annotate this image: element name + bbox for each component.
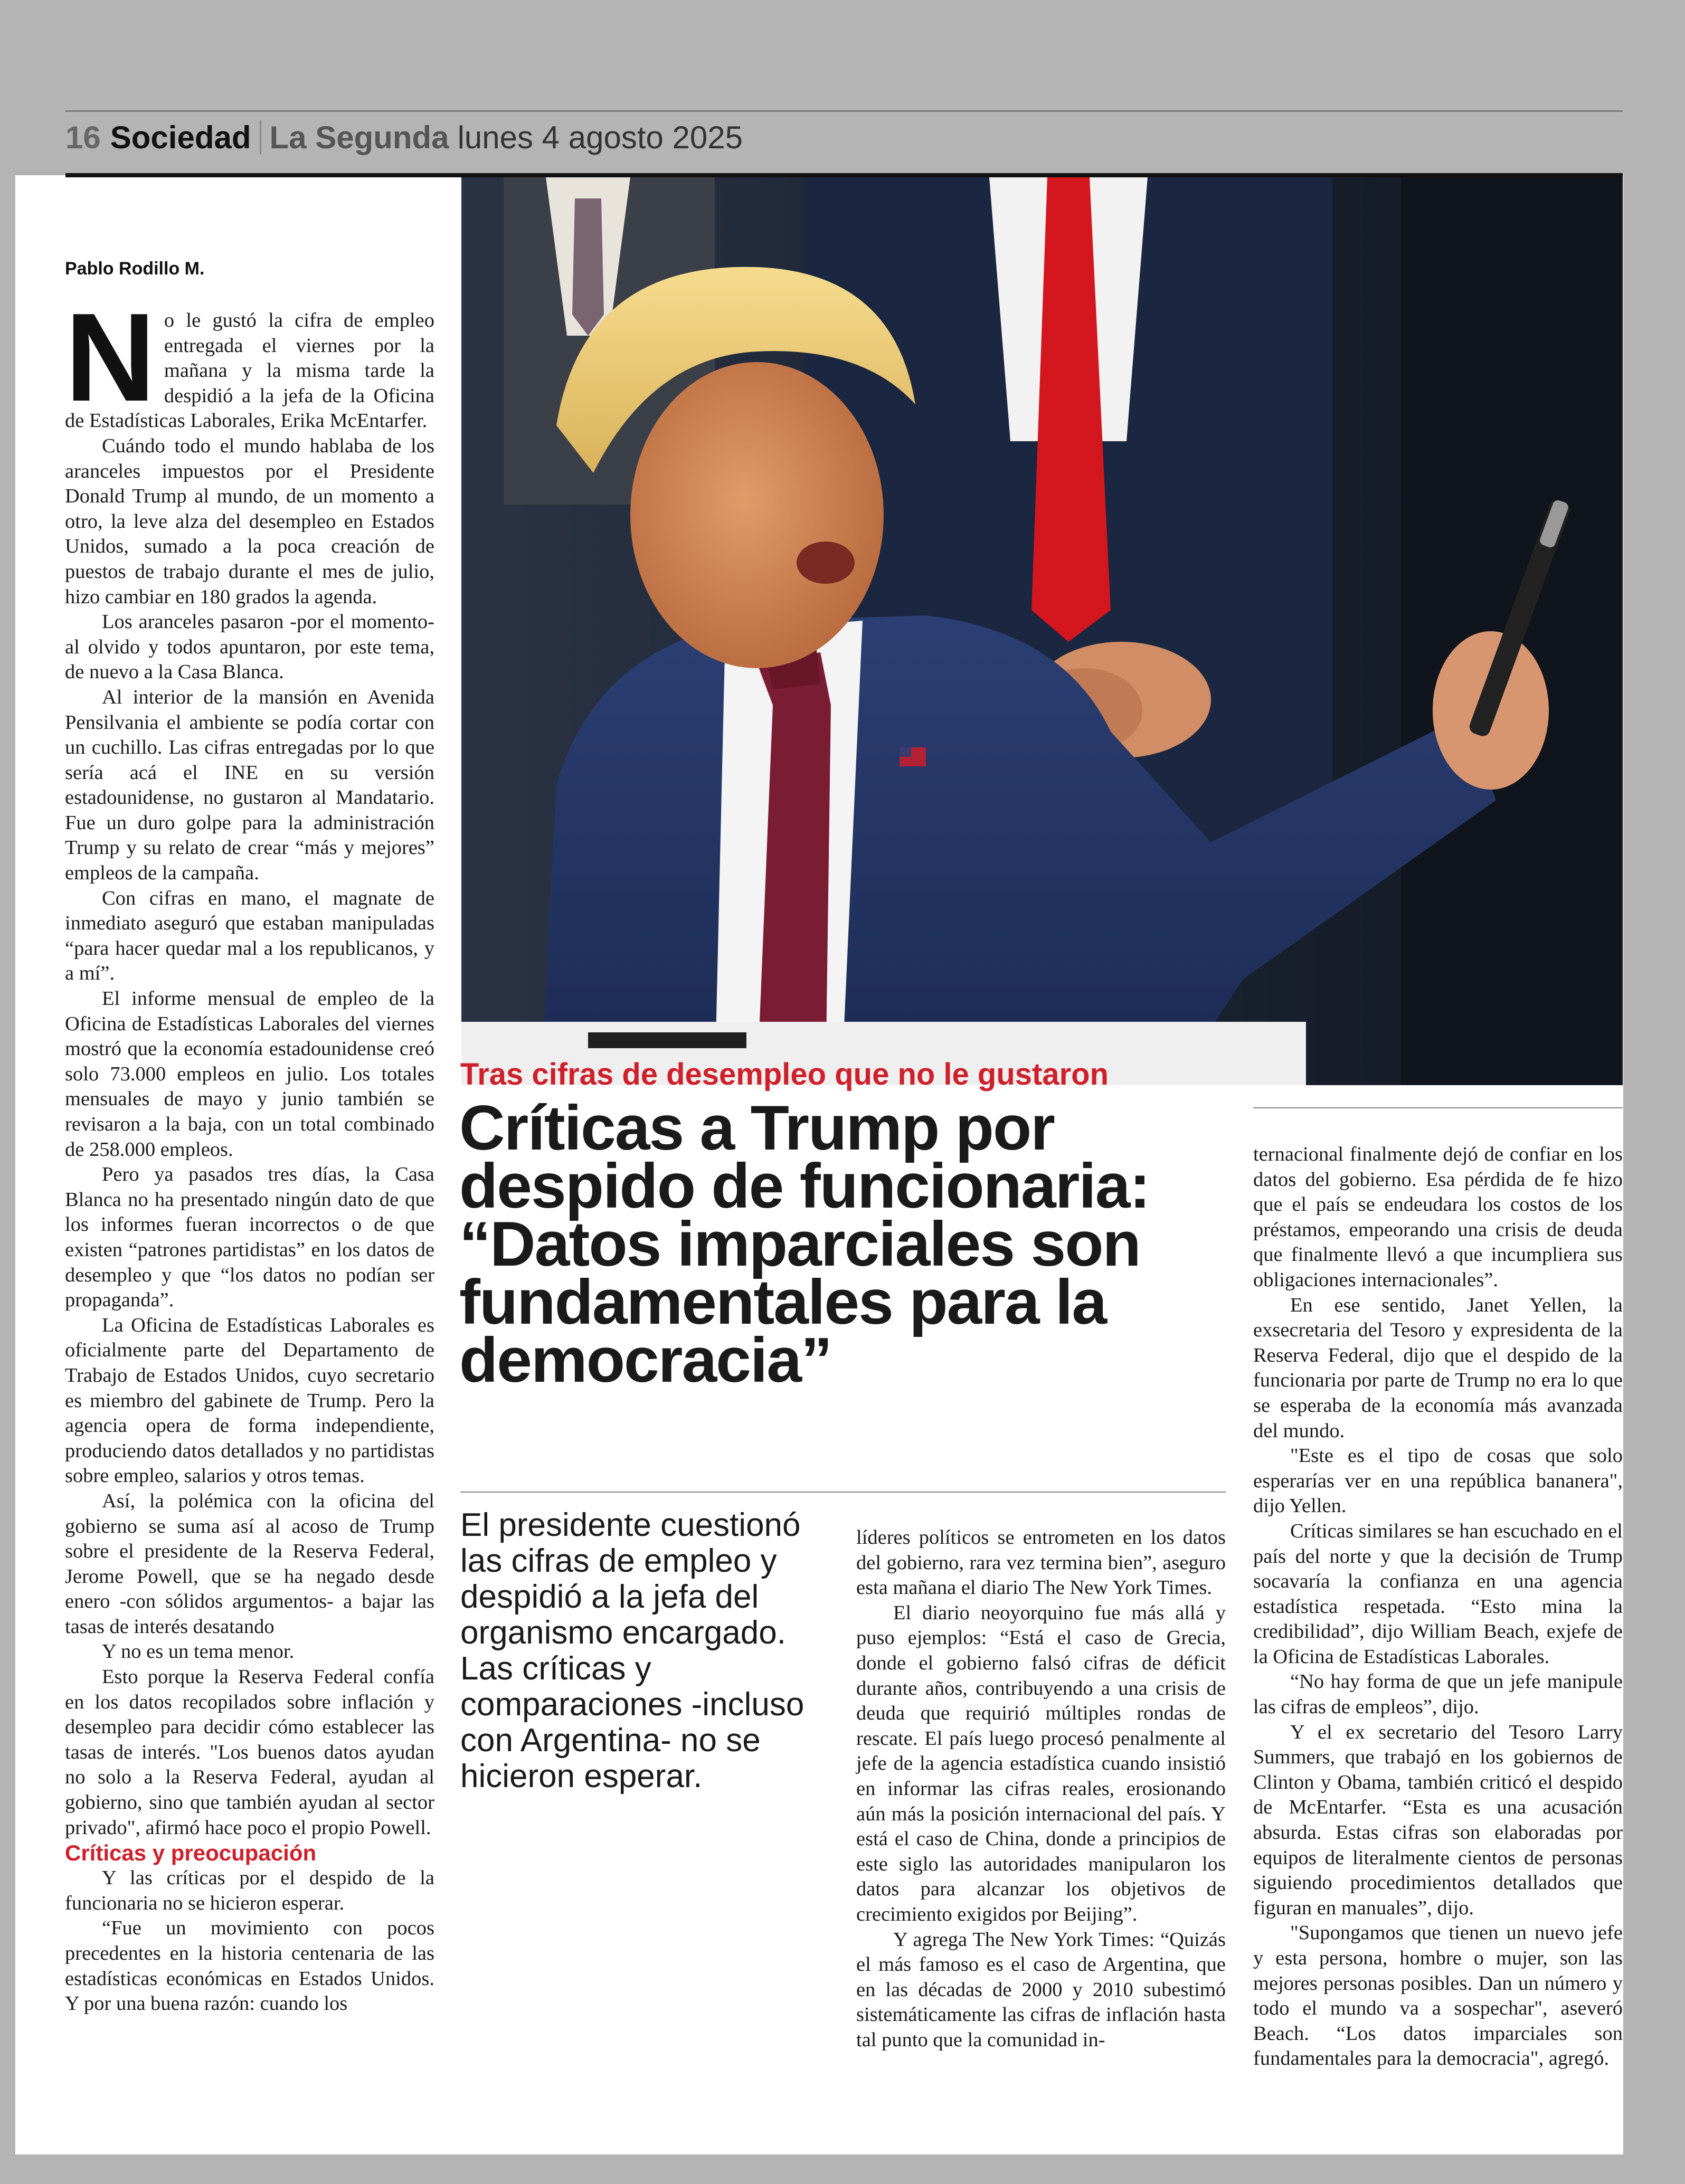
dropcap: N [65,288,156,428]
paragraph: "Supongamos que tienen un nuevo jefe y esta persona, hombre o mujer, son las mejores personas posibles. Dan un número y todo el mundo va a sospechar", aseveró Beach. “Los datos imparciales son fundamentales para la democracia", agregó. [1253,1922,1623,2070]
article-column-1 [65,288,434,2017]
byline: Pablo Rodillo M. [65,259,205,279]
paragraph: Pero ya pasados tres días, la Casa Blanca no ha presentado ningún dato de que los informes fueran incorrectos o de que existen “patrones partidistas” en los datos de desempleo y que “los datos no podían ser propaganda”. [65,1163,434,1312]
section-name: Sociedad [110,119,251,155]
paragraph: líderes políticos se entrometen en los datos del gobierno, rara vez termina bien”, aseguro esta mañana el diario The New York Times. [856,1526,1226,1599]
headline-rule [460,1492,1226,1493]
paragraph: La Oficina de Estadísticas Laborales es oficialmente parte del Departamento de Trabajo de Estados Unidos, cuyo secretario es miembro del gabinete de Trump. Pero la agencia opera de forma independiente, produciendo datos detallados y no partidistas sobre empleo, salarios y otros temas. [65,1314,434,1487]
paragraph: “No hay forma de que un jefe manipule las cifras de empleos”, dijo. [1253,1670,1623,1718]
paragraph: En ese sentido, Janet Yellen, la exsecretaria del Tesoro y expresidenta de la Reserva Federal, dijo que el despido de la funcionaria por parte de Trump no era lo que se esperaba de la economía más avanzada del mundo. [1253,1294,1623,1442]
paragraph: Y las críticas por el despido de la funcionaria no se hicieron esperar. [65,1867,434,1914]
paragraph: Los aranceles pasaron -por el momento- al olvido y todos apuntaron, por este tema, de nuevo a la Casa Blanca. [65,611,434,683]
column-4-rule [1253,1107,1623,1108]
paragraph: Y no es un tema menor. [102,1640,295,1663]
paragraph: Cuándo todo el mundo hablaba de los aranceles impuestos por el Presidente Donald Trump al mundo, de un momento a otro, la leve alza del desempleo en Estados Unidos, sumado a la poca creación de puestos de trabajo durante el mes de julio, hizo cambiar en 180 grados la agenda. [65,434,434,608]
kicker: Tras cifras de desempleo que no le gustaron [460,1057,1109,1091]
subheading: Críticas y preocupación [65,1840,317,1866]
paragraph: El informe mensual de empleo de la Oficina de Estadísticas Laborales del viernes mostró que la economía estadounidense creó solo 73.000 empleos en julio. Los totales mensuales de mayo y junio también se revisaron a la baja, con un total combinado de 258.000 empleos. [65,987,434,1161]
paragraph: "Este es el tipo de cosas que solo esperarías ver en una república bananera", dijo Yellen. [1253,1445,1623,1517]
folio-divider [260,120,261,154]
article-column-3 [856,1525,1226,2053]
paragraph: Con cifras en mano, el magnate de inmediato aseguró que estaban manipuladas “para hacer quedar mal a los republicanos, y a mí”. [65,887,434,985]
issue-date: lunes 4 agosto 2025 [457,119,743,155]
paragraph: Así, la polémica con la oficina del gobierno se suma así al acoso de Trump sobre el presidente de la Reserva Federal, Jerome Powell, que se ha negado desde enero -con sólidos argumentos- a bajar las tasas de interés desatando [65,1489,434,1638]
page-number: 16 [65,119,101,155]
paragraph: Y agrega The New York Times: “Quizás el más famoso es el caso de Argentina, que en las décadas de 2000 y 2010 subestimó sistemáticamente las cifras de inflación hasta tal punto que la comunidad in- [856,1928,1226,2051]
page-folio [65,117,743,157]
paragraph: Esto porque la Reserva Federal confía en los datos recopilados sobre inflación y desempleo para decidir cómo establecer las tasas de interés. "Los buenos datos ayudan no solo a la Reserva Federal, ayudan al gobierno, sino que también ayudan al sector privado", afirmó hace poco el propio Powell. [65,1666,434,1839]
photo-president-signing-icon [461,177,1623,1085]
deck: El presidente cuestionó las cifras de empleo y despidió a la jefa del organismo encargado. Las críticas y comparaciones -incluso con Argentina- no se hicieron esperar. [460,1507,804,1794]
lead-paragraph: o le gustó la cifra de empleo entregada el viernes por la mañana y la misma tarde la despidió a la jefa de la Oficina de Estadísticas Laborales, Erika McEntarfer. [65,309,434,432]
paragraph: Al interior de la mansión en Avenida Pensilvania el ambiente se podía cortar con un cuchillo. Las cifras entregadas por lo que sería acá el INE en su versión estadounidense, no gustaron al Mandatario. Fue un duro golpe para la administración Trump y su relato de crear “más y mejores” empleos de la campaña. [65,686,434,885]
header-bottom-bar [65,173,1623,177]
header-top-rule [65,110,1623,112]
newspaper-name: La Segunda [269,119,449,155]
paragraph: Críticas similares se han escuchado en el país del norte y que la decisión de Trump socavaría la confianza en una agencia estadística respetada. “Esto mina la credibilidad”, dijo William Beach, exjefe de la Oficina de Estadísticas Laborales. [1253,1520,1623,1668]
paragraph: El diario neoyorquino fue más allá y puso ejemplos: “Está el caso de Grecia, donde el gobierno falsó cifras de déficit durante años, contribuyendo a una crisis de deuda que requirió múltiples rondas de rescate. El país luego procesó penalmente al jefe de la agencia estadística cuando insistió en informar las cifras reales, erosionando aún más la posición internacional del país. Y está el caso de China, donde a principios de este siglo las autoridades manipularon los datos para alcanzar los objetivos de crecimiento exigidos por Beijing”. [856,1601,1226,1925]
article-column-4 [1253,1142,1623,2072]
paragraph: “Fue un movimiento con pocos precedentes en la historia centenaria de las estadísticas económicas en Estados Unidos. Y por una buena razón: cuando los [65,1917,434,2015]
lead-photo [461,177,1623,1085]
paragraph: ternacional finalmente dejó de confiar en los datos del gobierno. Esa pérdida de fe hizo que el país se endeudara los costos de los préstamos, empeorando una crisis de deuda que finalmente llevó a que incumpliera sus obligaciones internacionales”. [1253,1143,1623,1291]
paragraph: Y el ex secretario del Tesoro Larry Summers, que trabajó en los gobiernos de Clinton y Obama, también criticó el despido de McEntarfer. “Esta es una acusación absurda. Estas cifras son elaboradas por equipos de literalmente cientos de personas siguiendo procedimientos detallados que figuran en manuales”, dijo. [1253,1721,1623,1919]
headline: Críticas a Trump por despido de funcionaria: “Datos imparciales son fundamentales para la democracia” [459,1093,1150,1395]
